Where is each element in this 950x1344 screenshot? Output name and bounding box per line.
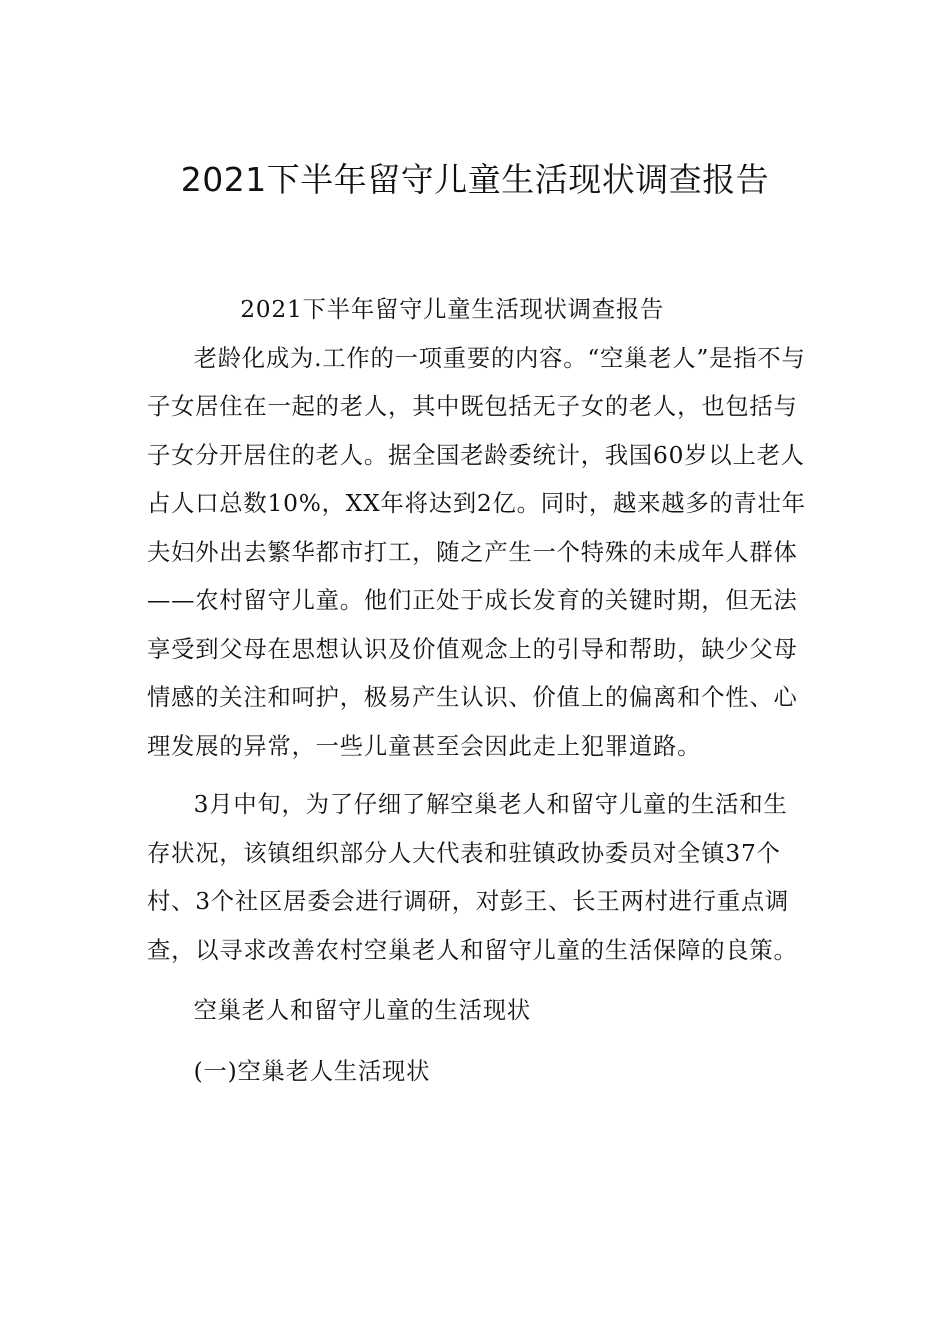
paragraph-survey: 3月中旬，为了仔细了解空巢老人和留守儿童的生活和生存状况，该镇组织部分人大代表和驻镇政协委员对全镇37个村、3个社区居委会进行调研，对彭王、长王两村进行重点调查，以寻求改善农村空巢老人和留守儿童的生活保障的良策。 — [147, 791, 798, 964]
document-body — [147, 286, 807, 1096]
section-heading: 空巢老人和留守儿童的生活现状 — [193, 997, 531, 1024]
subsection-heading: (一)空巢老人生活现状 — [193, 1057, 431, 1085]
document-subtitle: 2021下半年留守儿童生活现状调查报告 — [240, 296, 665, 323]
paragraph-intro: 老龄化成为.工作的一项重要的内容。“空巢老人”是指不与子女居住在一起的老人，其中既包括无子女的老人，也包括与子女分开居住的老人。据全国老龄委统计，我国60岁以上老人占人口总数10%，XX年将达到2亿。同时，越来越多的青壮年夫妇外出去繁华都市打工，随之产生一个特殊的未成年人群体——农村留守儿童。他们正处于成长发育的关键时期，但无法享受到父母在思想认识及价值观念上的引导和帮助，缺少父母情感的关注和呵护，极易产生认识、价值上的偏离和个性、心理发展的异常，一些儿童甚至会因此走上犯罪道路。 — [147, 344, 806, 760]
document-title: 2021下半年留守儿童生活现状调查报告 — [180, 160, 770, 199]
